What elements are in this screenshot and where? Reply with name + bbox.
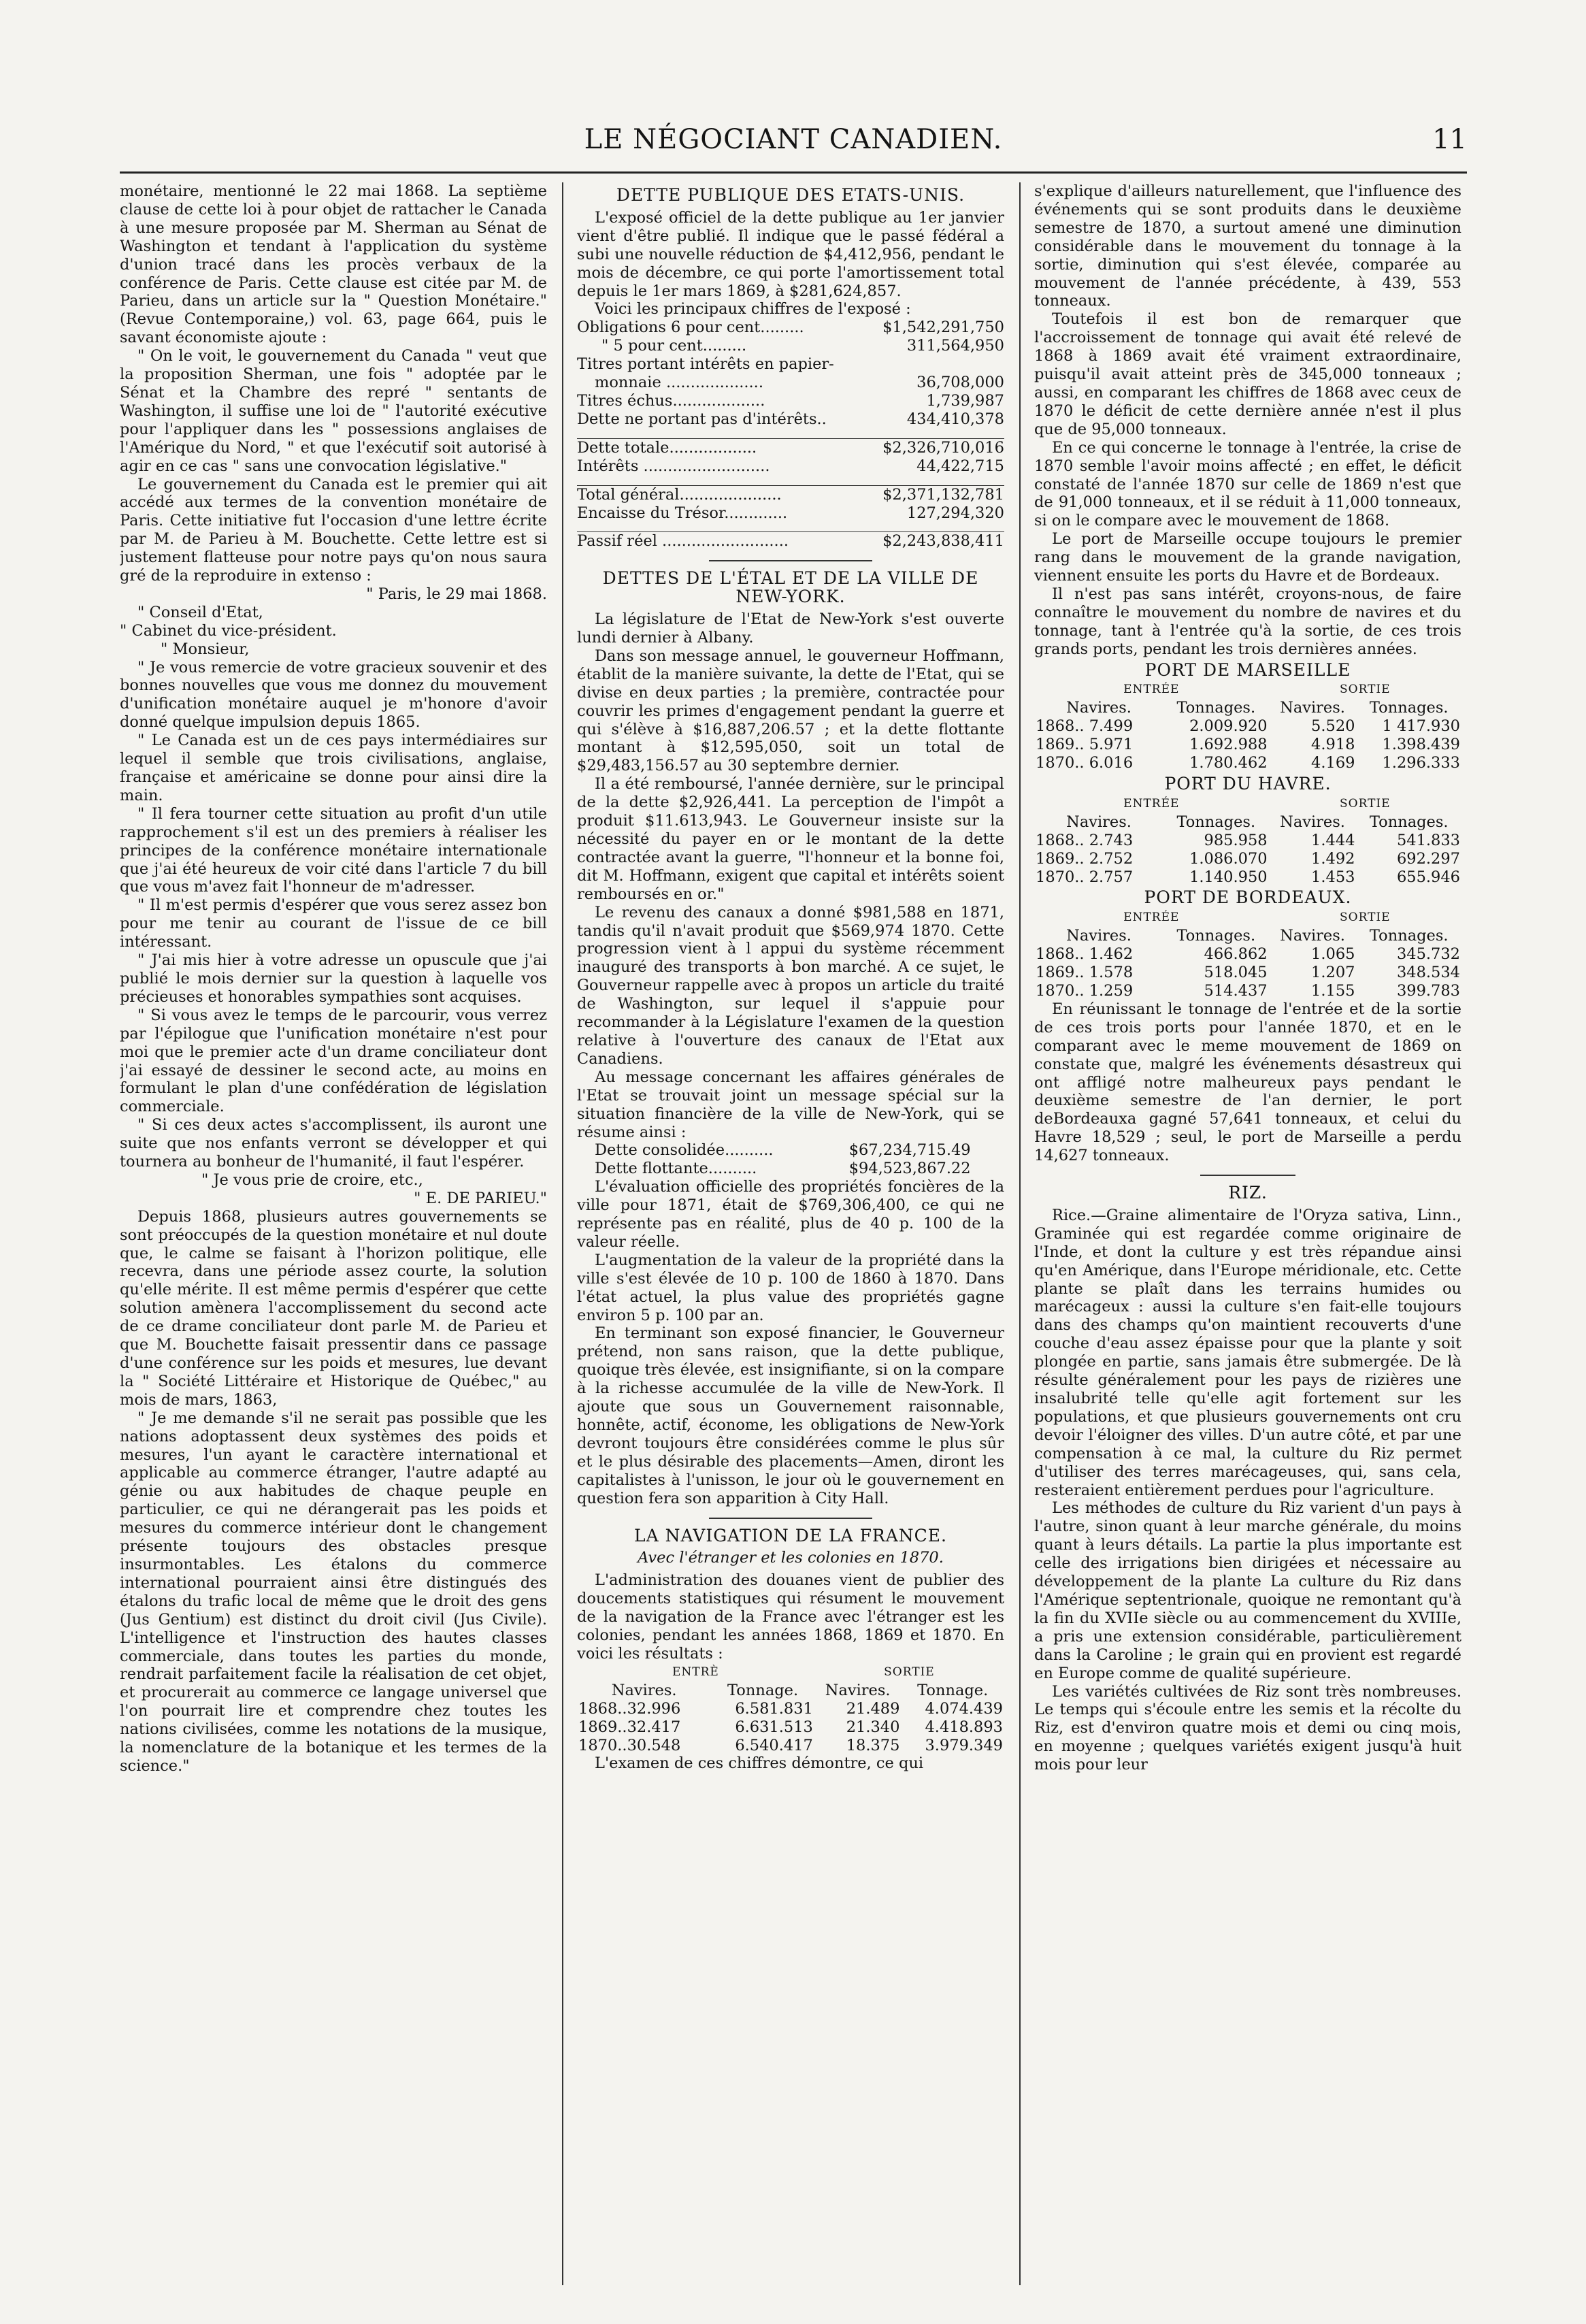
- table-cell: 18.375: [846, 1736, 900, 1754]
- table-cell: 5.520: [1311, 717, 1355, 736]
- section-separator: [1200, 1175, 1295, 1176]
- masthead-rule: [120, 171, 1467, 174]
- group-label-in: ENTRÉE: [1123, 683, 1180, 697]
- table-row: [577, 457, 1004, 476]
- table-spacer: [577, 476, 1004, 486]
- column-header: Tonnages.: [1176, 813, 1256, 831]
- port-title: PORT DE BORDEAUX.: [1144, 887, 1352, 908]
- article-paragraph: Depuis 1868, plusieurs autres gouvernements se sont préoccupés de la question monétaire et nul doute que, le calme se faisant à l'horizon politique, elle recevra, dans une période assez courte, la solution qu'elle mérite. Il est même permis d'espérer que cette solution amènera l'accomplissement du second acte de ce drame conciliateur dont parle M. de Parieu et que M. Bouchette faisait pressentir dans ce passage d'une conférence sur les poids et mesures, lue devant la " Société Littéraire et Historique de Québec," au mois de mars, 1863,: [120, 1207, 547, 1409]
- column-1: [120, 182, 547, 2285]
- letter-paragraph: " Il fera tourner cette situation au profit d'un utile rapprochement s'il est un des premiers à réaliser les principes de la conférence monétaire internationale que j'ai été heureux de voir cité dans l'article 7 du bill que vous m'avez fait l'honneur de m'adresser.: [120, 804, 547, 896]
- table-row: [577, 1718, 1004, 1737]
- table-row: [577, 337, 1004, 355]
- table-cell: 541.833: [1396, 831, 1460, 849]
- table-cell: 6.581.831: [735, 1699, 813, 1718]
- article-paragraph: Au message concernant les affaires générales de l'Etat se trouvait joint un message spécial sur la situation financière de la ville de New-York, qui se résume ainsi :: [577, 1068, 1004, 1141]
- table-row: [577, 410, 1004, 429]
- table-cell: 1870..30.548: [578, 1736, 681, 1754]
- article-paragraph: Voici les principaux chiffres de l'exposé :: [595, 300, 911, 318]
- table-row: [577, 438, 1004, 457]
- table-cell: 466.862: [1204, 945, 1268, 964]
- column-2: [577, 182, 1004, 2285]
- table-cell: 1868..32.996: [578, 1699, 681, 1718]
- table-cell: $1,542,291,750: [882, 318, 1004, 337]
- article-paragraph: Dans son message annuel, le gouverneur Hoffmann, établit de la manière suivante, la dette de l'Etat, qui se divise en deux parties ; la première, contractée pour couvrir les primes d'engagement pendant la guerre et qui s'élève à $16,887,206.57 ; et la dette flottante montant à $12,595,050, soit un total de $29,483,156.57 au 30 septembre dernier.: [577, 647, 1004, 775]
- table-row: [595, 1160, 971, 1178]
- debt-table: [577, 318, 1004, 551]
- group-label-out: SORTIE: [1340, 796, 1391, 811]
- section-subheading: Avec l'étranger et les colonies en 1870.: [638, 1549, 944, 1567]
- group-label-in: ENTRÉE: [1123, 796, 1180, 811]
- column-header: Tonnages.: [1369, 813, 1449, 831]
- table-cell: 21.340: [846, 1718, 900, 1736]
- article-paragraph: Le revenu des canaux a donné $981,588 en 1871, tandis qu'il n'avait produit que $569,974 1870. Cette progression vient à l appui du système récemment inauguré des transports à bon marché. A ce sujet, le Gouverneur rappelle avec à propos un article du traité de Washington, sur lequel il s'appuie pour recommander à la Législature l'examen de la question relative à l'ouverture des canaux de l'Etat aux Canadiens.: [577, 903, 1004, 1068]
- column-header: Navires.: [1280, 927, 1345, 945]
- table-cell: 399.783: [1396, 981, 1460, 1000]
- table-cell: Dette flottante..........: [595, 1160, 757, 1178]
- article-paragraph: Le port de Marseille occupe toujours le premier rang dans le mouvement de la grande navigation, viennent ensuite les ports du Havre et de Bordeaux.: [1034, 530, 1461, 585]
- section-heading: DETTES DE L'ÉTAL ET DE LA VILLE DE NEW-YORK.: [602, 568, 979, 607]
- table-cell: 1869.. 2.752: [1036, 849, 1134, 868]
- article-paragraph: L'administration des douanes vient de publier des doucements statistiques qui résument le mouvement de la navigation de la France avec l'étranger est les colonies, pendant les années 1868, 1869 et 1870. En voici les résultats :: [577, 1571, 1004, 1663]
- table-cell: Titres échus...................: [577, 391, 765, 410]
- table-cell: Dette consolidée..........: [595, 1141, 774, 1160]
- article-paragraph: Toutefois il est bon de remarquer que l'accroissement de tonnage qui avait été relevé de 1868 à 1869 avait été vraiment extraordinaire, puisqu'il avait atteint près de 345,000 tonneaux ; aussi, en comparant les chiffres de 1868 avec ceux de 1870 le déficit de cette dernière année n'est il plus que de 95,000 tonneaux.: [1034, 310, 1461, 438]
- table-row: [1034, 868, 1461, 887]
- column-header: Tonnage.: [727, 1681, 799, 1699]
- article-paragraph: En terminant son exposé financier, le Gouverneur prétend, non sans raison, que la dette publique, quoique très élevée, est insignifiante, si on la compare à la richesse accumulée de la ville de New-York. Il ajoute que sous un Gouvernement raisonnable, honnête, actif, économe, les obligations de New-York devront toujours être considérées comme le plus sûr et le plus désirable des placements—Amen, diront les capitalistes à l'unisson, le jour où le gouvernement en question fera son apparition à City Hall.: [577, 1324, 1004, 1507]
- table-cell: 1.155: [1311, 981, 1355, 1000]
- newspaper-title: LE NÉGOCIANT CANADIEN.: [584, 124, 1003, 155]
- article-paragraph: Il a été remboursé, l'année dernière, sur le principal de la dette $2,926,441. La perception de l'impôt a produit $11.613,943. Le Gouverneur insiste sur la nécessité du payer en or le montant de la dette contractée avant la guerre, "l'honneur et la bonne foi, dit M. Hoffmann, exigent que capital et intérêts soient remboursés en or.": [577, 775, 1004, 903]
- group-label-in: ENTRÈ: [672, 1665, 719, 1679]
- table-group-header: [1034, 681, 1461, 699]
- table-cell: 1.492: [1311, 849, 1355, 868]
- article-paragraph: Rice.—Graine alimentaire de l'Oryza sativa, Linn., Graminée qui est regardée comme originaire de l'Inde, et dont la culture y est très répandue ainsi qu'en Amérique, dans l'Europe méridionale, etc. Cette plante se plaît dans les terrains humides ou marécageux : aussi la culture s'en fait-elle toujours dans des champs qu'on maintient recouverts d'une couche d'eau assez épaisse pour que la plante y soit plongée en partie, sans jamais être submergée. De là résulte généralement pour les pays de rizières une insalubrité telle qu'elle agit fortement sur les populations, et que plusieurs gouvernements ont cru devoir l'éloigner des villes. D'un autre côté, et par une compensation à ce mal, la culture du Riz permet d'utiliser des terres marécageuses, qui, sans cela, resteraient entièrement perdues pour l'agriculture.: [1034, 1206, 1461, 1499]
- table-cell: Intérêts ..........................: [577, 457, 770, 475]
- table-cell: $67,234,715.49: [848, 1141, 971, 1160]
- table-cell: " 5 pour cent.........: [601, 337, 747, 355]
- page-number: 11: [1432, 124, 1467, 155]
- table-cell: $2,243,838,411: [867, 532, 1004, 551]
- letter-signature: " E. DE PARIEU.": [414, 1189, 547, 1207]
- table-cell: $2,371,132,781: [867, 485, 1004, 504]
- article-paragraph: La législature de l'Etat de New-York s'est ouverte lundi dernier à Albany.: [577, 610, 1004, 647]
- table-cell: 1868.. 1.462: [1036, 945, 1134, 964]
- table-header-row: [1034, 813, 1461, 832]
- group-label-out: SORTIE: [1340, 683, 1391, 697]
- table-cell: 1870.. 6.016: [1036, 754, 1134, 772]
- article-paragraph: L'augmentation de la valeur de la propriété dans la ville s'est élevée de 10 p. 100 de 1860 à 1870. Dans l'état actuel, la plus value des propriétés gagne environ 5 p. 100 par an.: [577, 1251, 1004, 1324]
- port-title: PORT DU HAVRE.: [1164, 774, 1332, 793]
- letter-closing: " Je vous prie de croire, etc.,: [201, 1171, 423, 1189]
- table-cell: 1869.. 1.578: [1036, 964, 1134, 982]
- table-cell: Total général.....................: [577, 485, 867, 504]
- section-separator: [709, 560, 872, 561]
- article-paragraph: s'explique d'ailleurs naturellement, que l'influence des événements qui se sont produits dans le deuxième semestre de 1870, a surtout amené une diminution considérable dans le mouvement du tonnage à la sortie, diminution qui s'est élevée, comparée au mouvement de l'année précédente, à 439, 553 tonneaux.: [1034, 182, 1461, 310]
- table-cell: 3.979.349: [925, 1736, 1003, 1754]
- column-header: Tonnages.: [1369, 927, 1449, 945]
- table-cell: 1868.. 7.499: [1036, 717, 1134, 736]
- table-group-header: [1034, 795, 1461, 813]
- column-header: Navires.: [1280, 699, 1345, 717]
- ny-debt-table: [595, 1141, 971, 1178]
- table-cell: 4.074.439: [925, 1699, 1003, 1718]
- table-cell: 6.540.417: [735, 1736, 813, 1754]
- column-header: Tonnages.: [1176, 927, 1256, 945]
- table-cell: 2.009.920: [1189, 717, 1268, 736]
- table-cell: 1.444: [1311, 831, 1355, 849]
- table-cell: 1868.. 2.743: [1036, 831, 1134, 849]
- letter-paragraph: " Si vous avez le temps de le parcourir, vous verrez par l'épilogue que l'unification monétaire n'est pour moi que le premier acte d'un drame conciliateur dont j'ai essayé de dessiner le second acte, au moins en formulant le plan d'une confédération de législation commerciale.: [120, 1006, 547, 1116]
- table-cell: 311,564,950: [906, 337, 1004, 355]
- table-cell: Dette ne portant pas d'intérêts..: [577, 410, 827, 428]
- table-cell: 1.453: [1311, 868, 1355, 886]
- article-paragraph: L'examen de ces chiffres démontre, ce qui: [595, 1754, 924, 1773]
- table-header-row: [577, 1682, 1004, 1700]
- table-cell: 6.631.513: [735, 1718, 813, 1736]
- table-cell: 1,739,987: [926, 391, 1004, 410]
- letter-paragraph: " J'ai mis hier à votre adresse un opuscule que j'ai publié le mois dernier sur la question à laquelle vos précieuses et honorables sympathies sont acquises.: [120, 951, 547, 1006]
- table-cell: 4.169: [1311, 754, 1355, 772]
- article-paragraph: Le gouvernement du Canada est le premier qui ait accédé aux termes de la convention monétaire de Paris. Cette initiative fut l'occasion d'une lettre écrite par M. de Parieu à M. Bouchette. Cette lettre est si justement flatteuse pour notre pays qu'on nous saura gré de la reproduire in extenso :: [120, 475, 547, 585]
- table-cell: 4.418.893: [925, 1718, 1003, 1736]
- column-header: Tonnages.: [1176, 699, 1256, 717]
- table-row: [577, 318, 1004, 337]
- table-header-row: [1034, 699, 1461, 717]
- quoted-paragraph: " Je me demande s'il ne serait pas possible que les nations adoptassent deux systèmes des poids et mesures, l'un ayant le caractère international et applicable au commerce étranger, l'autre adapté au génie ou aux habitudes de chaque peuple en particulier, ce qui ne dérangerait pas les poids et mesures du commerce intérieur dont le changement présente toujours des obstacles presque insurmontables. Les étalons du commerce international pourraient ainsi être distingués des étalons du trafic local de même que le droit des gens (Jus Gentium) est distinct du droit civil (Jus Civile). L'intelligence et l'instruction des hautes classes commerciale, dans toutes les parties du monde, rendrait parfaitement facile la réalisation de cet objet, et procurerait au commerce ce langage universel que l'on pourrait lire et comprendre chez toutes les nations civilisées, comme les notations de la musique, la nomenclature de la botanique et les termes de la science.": [120, 1409, 547, 1775]
- table-cell: Encaisse du Trésor.............: [577, 504, 788, 522]
- letter-header-line: " Cabinet du vice-président.: [120, 621, 337, 640]
- table-header-row: [1034, 927, 1461, 945]
- column-header: Navires.: [1066, 927, 1131, 945]
- section-heading: RIZ.: [1228, 1183, 1268, 1203]
- table-cell: 1.692.988: [1189, 736, 1268, 754]
- table-spacer: [577, 429, 1004, 439]
- article-paragraph: monétaire, mentionné le 22 mai 1868. La septième clause de cette loi à pour objet de rattacher le Canada à une mesure proposée par M. Sherman au Sénat de Washington et tendant à l'application du système d'union tracé dans les procès verbaux de la conférence de Paris. Cette clause est citée par M. de Parieu, dans un article sur la " Question Monétaire." (Revue Contemporaine,) vol. 63, page 664, puis le savant économiste ajoute :: [120, 182, 547, 347]
- table-group-header: [1034, 909, 1461, 927]
- table-cell: 1.398.439: [1382, 736, 1460, 754]
- table-row: [1034, 736, 1461, 754]
- letter-paragraph: " Il m'est permis d'espérer que vous serez assez bon pour me tenir au courant de l'issue de ce bill intéressant.: [120, 896, 547, 951]
- table-row: [1034, 754, 1461, 772]
- table-row: [577, 1700, 1004, 1718]
- table-cell: 1.140.950: [1189, 868, 1268, 886]
- table-row: [577, 392, 1004, 410]
- section-heading: DETTE PUBLIQUE DES ETATS-UNIS.: [616, 185, 965, 205]
- table-row: [1034, 964, 1461, 982]
- table-cell: [867, 355, 1004, 374]
- letter-paragraph: " Le Canada est un de ces pays intermédiaires sur lequel il semble que trois civilisations, anglaise, française et américaine se donne pour ainsi dire la main.: [120, 732, 547, 804]
- column-divider-1: [562, 182, 563, 2285]
- table-cell: 127,294,320: [906, 504, 1004, 522]
- column-header: Navires.: [1066, 813, 1131, 831]
- letter-salutation: " Monsieur,: [161, 640, 250, 658]
- column-3: [1034, 182, 1461, 2285]
- table-spacer: [577, 522, 1004, 532]
- table-cell: 348.534: [1396, 964, 1460, 982]
- port-table-havre: [1034, 795, 1461, 887]
- article-paragraph: L'exposé officiel de la dette publique au 1er janvier vient d'être publié. Il indique que le passé fédéral a subi une nouvelle réduction de $4,412,956, pendant le mois de décembre, ce qui porte l'amortissement total depuis le 1er mars 1869, à $281,624,857.: [577, 208, 1004, 300]
- column-header: Tonnages.: [1369, 699, 1449, 717]
- table-cell: 1870.. 2.757: [1036, 868, 1134, 886]
- table-cell: 434,410,378: [906, 410, 1004, 428]
- table-cell: 1869..32.417: [578, 1718, 681, 1736]
- table-cell: Passif réel ..........................: [577, 532, 867, 551]
- table-cell: Dette totale..................: [577, 438, 867, 457]
- article-paragraph: Il n'est pas sans intérêt, croyons-nous, de faire connaître le mouvement du nombre de navires et du tonnage, tant à l'entrée qu'à la sortie, de ces trois grands ports, pendant les trois dernières années.: [1034, 585, 1461, 658]
- table-cell: 985.958: [1204, 831, 1268, 849]
- table-row: [577, 485, 1004, 504]
- table-row: [577, 355, 1004, 374]
- table-cell: 36,708,000: [916, 374, 1004, 392]
- table-cell: monnaie ....................: [595, 374, 763, 392]
- table-cell: 21.489: [846, 1699, 900, 1718]
- table-cell: 518.045: [1204, 964, 1268, 982]
- table-row: [1034, 982, 1461, 1000]
- column-divider-2: [1019, 182, 1021, 2285]
- article-paragraph: Les méthodes de culture du Riz varient d'un pays à l'autre, sinon quant à leur marche générale, du moins quant à leurs détails. La partie la plus importante est celle des irrigations bien dirigées et nécessaire au développement de la plante La culture du Riz dans l'Amérique septentrionale, quoique ne remontant qu'à la fin du XVIIe siècle ou au commencement du XVIIIe, a pris une extension considérable, particulièrement dans la Caroline ; le grain qui en provient est regardé en Europe comme de qualité supérieure.: [1034, 1499, 1461, 1682]
- navigation-table: [577, 1663, 1004, 1755]
- article-paragraph: Les variétés cultivées de Riz sont très nombreuses. Le temps qui s'écoule entre les semis et la récolte du Riz, est d'environ quatre mois et demi ou cinq mois, en moyenne ; quelques variétés exigent jusqu'à huit mois pour leur: [1034, 1682, 1461, 1774]
- column-header: Navires.: [1066, 699, 1131, 717]
- table-cell: 1870.. 1.259: [1036, 981, 1134, 1000]
- column-header: Tonnage.: [917, 1681, 989, 1699]
- article-paragraph: L'évaluation officielle des propriétés foncières de la ville pour 1871, était de $769,306,400, ce qui ne représente pas en réalité, plus de 40 p. 100 de la valeur réelle.: [577, 1178, 1004, 1251]
- table-row: [1034, 717, 1461, 736]
- table-row: [595, 1141, 971, 1160]
- table-cell: 655.946: [1396, 868, 1460, 886]
- port-table-marseille: [1034, 681, 1461, 772]
- table-cell: 1.207: [1311, 964, 1355, 982]
- group-label-in: ENTRÉE: [1123, 911, 1180, 925]
- table-cell: 692.297: [1396, 849, 1460, 868]
- article-paragraph: En ce qui concerne le tonnage à l'entrée, la crise de 1870 semble l'avoir moins affecté ; en effet, le déficit constaté de l'année 1870 sur celle de 1869 n'est que de 91,000 tonneaux, et il se réduit à 11,000 tonneaux, si on le compare avec le mouvement de 1868.: [1034, 438, 1461, 530]
- table-cell: 1.065: [1311, 945, 1355, 964]
- letter-dateline: " Paris, le 29 mai 1868.: [366, 585, 547, 603]
- group-label-out: SORTIE: [884, 1665, 935, 1679]
- table-row: [577, 374, 1004, 392]
- table-cell: $2,326,710,016: [867, 438, 1004, 457]
- masthead: [120, 124, 1467, 165]
- letter-paragraph: " Si ces deux actes s'accomplissent, ils auront une suite que nos enfants verront se développer et qui tournera au bonheur de l'humanité, il faut l'espérer.: [120, 1116, 547, 1171]
- table-cell: 514.437: [1204, 981, 1268, 1000]
- table-cell: 44,422,715: [916, 457, 1004, 475]
- letter-header-line: " Conseil d'Etat,: [137, 603, 263, 621]
- table-cell: 345.732: [1396, 945, 1460, 964]
- column-header: Navires.: [825, 1681, 891, 1699]
- table-cell: Obligations 6 pour cent.........: [577, 318, 804, 337]
- table-cell: $94,523,867.22: [848, 1160, 971, 1178]
- table-group-header: [577, 1663, 1004, 1682]
- column-header: Navires.: [611, 1681, 677, 1699]
- table-cell: 4.918: [1311, 736, 1355, 754]
- table-cell: 1.086.070: [1189, 849, 1268, 868]
- column-header: Navires.: [1280, 813, 1345, 831]
- port-title: PORT DE MARSEILLE: [1144, 659, 1351, 680]
- table-cell: 1869.. 5.971: [1036, 736, 1134, 754]
- table-row: [577, 532, 1004, 551]
- table-row: [1034, 945, 1461, 964]
- article-paragraph: En réunissant le tonnage de l'entrée et de la sortie de ces trois ports pour l'année 1870, et en le comparant avec le meme mouvement de 1869 on constate que, malgré les événements désastreux qui ont affligé notre malheureux pays pendant le deuxième semestre de l'an dernier, le port deBordeauxa gagné 57,641 tonneaux, et celui du Havre 18,529 ; seul, le port de Marseille a perdu 14,627 tonneaux.: [1034, 1000, 1461, 1165]
- table-cell: 1.296.333: [1382, 754, 1460, 772]
- port-table-bordeaux: [1034, 909, 1461, 1000]
- table-cell: 1.780.462: [1189, 754, 1268, 772]
- letter-paragraph: " Je vous remercie de votre gracieux souvenir et des bonnes nouvelles que vous me donnez du mouvement d'unification monétaire auquel je m'honore d'avoir donné quelque impulsion depuis 1865.: [120, 658, 547, 732]
- section-heading: LA NAVIGATION DE LA FRANCE.: [633, 1525, 947, 1545]
- group-label-out: SORTIE: [1340, 911, 1391, 925]
- quoted-paragraph: " On le voit, le gouvernement du Canada " veut que la proposition Sherman, une fois " adoptée par le Sénat et la Chambre des repré " sentants de Washington, il suffise une loi de " l'autorité exécutive pour l'appliquer dans les " possessions anglaises de l'Amérique du Nord, " et que l'exécutif soit autorisé à agir en ce cas " sans une convocation législative.": [120, 347, 547, 475]
- table-row: [577, 504, 1004, 523]
- section-separator: [709, 1518, 872, 1519]
- table-cell: Titres portant intérêts en papier-: [577, 355, 834, 374]
- table-row: [1034, 850, 1461, 868]
- table-cell: 1 417.930: [1382, 717, 1460, 736]
- table-row: [577, 1737, 1004, 1755]
- table-row: [1034, 832, 1461, 850]
